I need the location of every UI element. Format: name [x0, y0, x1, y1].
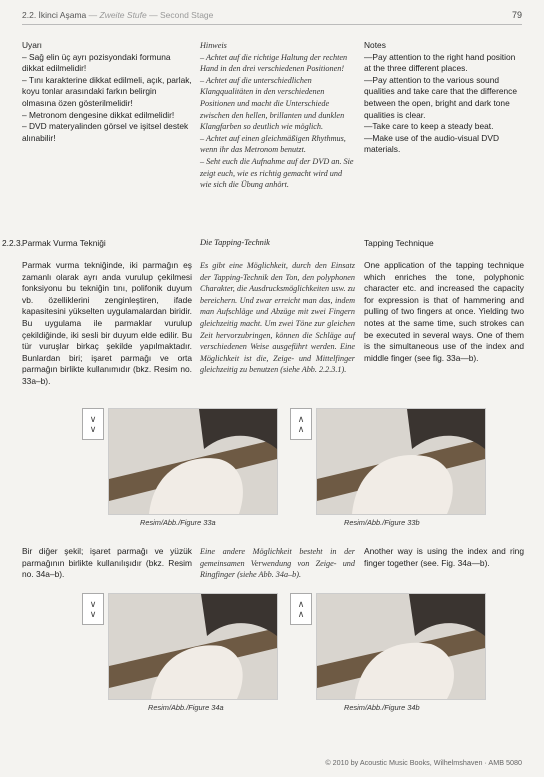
photo-figure-34a — [108, 593, 278, 700]
header-section: 2.2. İkinci Aşama — [22, 10, 87, 20]
stroke-up-icon: ∧ ∧ — [290, 408, 312, 440]
photo-figure-33b — [316, 408, 486, 515]
caption-33b: Resim/Abb./Figure 33b — [344, 518, 420, 527]
notes-de — [200, 40, 355, 191]
header-de: Zweite Stufe — [99, 10, 147, 20]
section-number: 2.2.3. — [2, 238, 23, 248]
running-header: 2.2. İkinci Aşama — Zweite Stufe — Second Stage — [22, 10, 214, 20]
hand-tapping-illustration — [317, 594, 485, 699]
section-body-en: One application of the tapping technique which enriches the tone, polyphonic character etc. and increased the capacity for expression is that of hammering and pulling of two fingers at once. Yielding two notes at the same time, such strokes can be executed in several ways. One of them is the simultaneous use of the index and middle finger (see fig. 33a—b). — [364, 260, 524, 363]
notes-de-item: – Achtet auf die unterschiedlichen Klangqualitäten in den verschiedenen Positionen und macht die Unterschiede zwischen den hellen, brillanten und dunklen Klangfarben so deutlich wie möglich. — [200, 75, 345, 132]
header-en: Second Stage — [159, 10, 214, 20]
second-body-tr: Bir diğer şekil; işaret parmağı ve yüzük parmağının birlikte kullanılışıdır (bkz. Resim no. 34a–b). — [22, 546, 192, 580]
notes-en — [364, 40, 524, 156]
section-title-en: Tapping Technique — [364, 238, 434, 248]
notes-en-item: —Pay attention to the various sound qualities and take care that the difference between the open, bright and dark tone qualities is clear. — [364, 74, 518, 120]
section-body-tr: Parmak vurma tekniğinde, iki parmağın eş zamanlı olarak ayrı anda vurulup çekilmesi fonksiyonu bu tekniğin tını, polifonik duyum vb. özelliklerini zenginleştiren, ifade kapasitesini yükselten uygulamalardan biridir. Bu uygulama ile parmaklar vurulup çekildiğinde, iki sesli bir duyum elde edilir. Bu tür vuruşlar birkaç şekilde yapılmaktadır. Bunlardan biri; işaret parmağı ve orta parmağın birlikte kullanımıdır (bkz. Resim no. 33a–b). — [22, 260, 192, 386]
notes-de-item: – Seht euch die Aufnahme auf der DVD an. Sie zeigt euch, wie es richtig gemacht wird und wie sich die Übung anhört. — [200, 156, 354, 190]
page-number: 79 — [511, 10, 522, 20]
notes-tr-item: – Metronom dengesine dikkat edilmelidir! — [22, 109, 175, 120]
copyright-footer: © 2010 by Acoustic Music Books, Wilhelmshaven · AMB 5080 — [325, 758, 522, 767]
notes-tr-item: – Sağ elin üç ayrı pozisyondaki formuna dikkat edilmelidir! — [22, 51, 171, 74]
section-title-tr: Parmak Vurma Tekniği — [22, 238, 106, 248]
stroke-down-icon: ∨ ∨ — [82, 408, 104, 440]
hand-tapping-illustration — [109, 594, 277, 699]
notes-en-item: —Take care to keep a steady beat. — [364, 121, 494, 132]
notes-tr-item: – DVD materyalinden görsel ve işitsel destek alınabilir! — [22, 121, 189, 143]
caption-34b: Resim/Abb./Figure 34b — [344, 703, 420, 712]
stroke-up-icon: ∧ ∧ — [290, 593, 312, 625]
notes-en-item: —Make use of the audio-visual DVD materials. — [364, 132, 499, 155]
notes-en-title: Notes — [364, 40, 386, 50]
notes-de-item: – Achtet auf einen gleichmäßigen Rhythmus, wenn ihr das Metronom benutzt. — [200, 133, 346, 155]
notes-tr-title: Uyarı — [22, 40, 43, 50]
caption-33a: Resim/Abb./Figure 33a — [140, 518, 216, 527]
header-rule — [22, 24, 522, 25]
notes-en-item: —Pay attention to the right hand position at the three different places. — [364, 51, 516, 74]
photo-figure-33a — [108, 408, 278, 515]
photo-figure-34b — [316, 593, 486, 700]
notes-de-title: Hinweis — [200, 41, 227, 50]
stroke-down-icon: ∨ ∨ — [82, 593, 104, 625]
section-body-de: Es gibt eine Möglichkeit, durch den Einsatz der Tapping-Technik den Ton, den polyphonen Charakter, die Ausdrucksmöglichkeiten usw. zu bereichern. Und zwar erreicht man das, indem man Aufschläge und Abzüge mit zwei Fingern gleichzeitig macht. Um zwei Töne zur gleichen Zeit hervorzubringen, können die Schläge auf verschiedenen Weise ausgeführt werden. Eine Möglichkeit ist die, Zeige- und Mittelfinger gleichzeitig zu benutzen (siehe Abb. 2.2.3.1). — [200, 261, 355, 375]
section-title-de: Die Tapping-Technik — [200, 238, 270, 247]
notes-de-item: – Achtet auf die richtige Haltung der rechten Hand in den drei verschiedenen Positionen! — [200, 52, 348, 74]
hand-tapping-illustration — [109, 409, 277, 514]
notes-tr-item: – Tını karakterine dikkat edilmeli, açık, parlak, koyu tonlar arasındaki farkın belirgin olmasına özen gösterilmelidir! — [22, 74, 192, 108]
notes-tr — [22, 40, 192, 144]
second-body-en: Another way is using the index and ring finger together (see. Fig. 34a—b). — [364, 546, 524, 568]
second-body-de: Eine andere Möglichkeit besteht in der gemeinsamen Verwendung von Zeige- und Ringfinger (siehe Abb. 34a–b). — [200, 547, 355, 580]
caption-34a: Resim/Abb./Figure 34a — [148, 703, 224, 712]
hand-tapping-illustration — [317, 409, 485, 514]
